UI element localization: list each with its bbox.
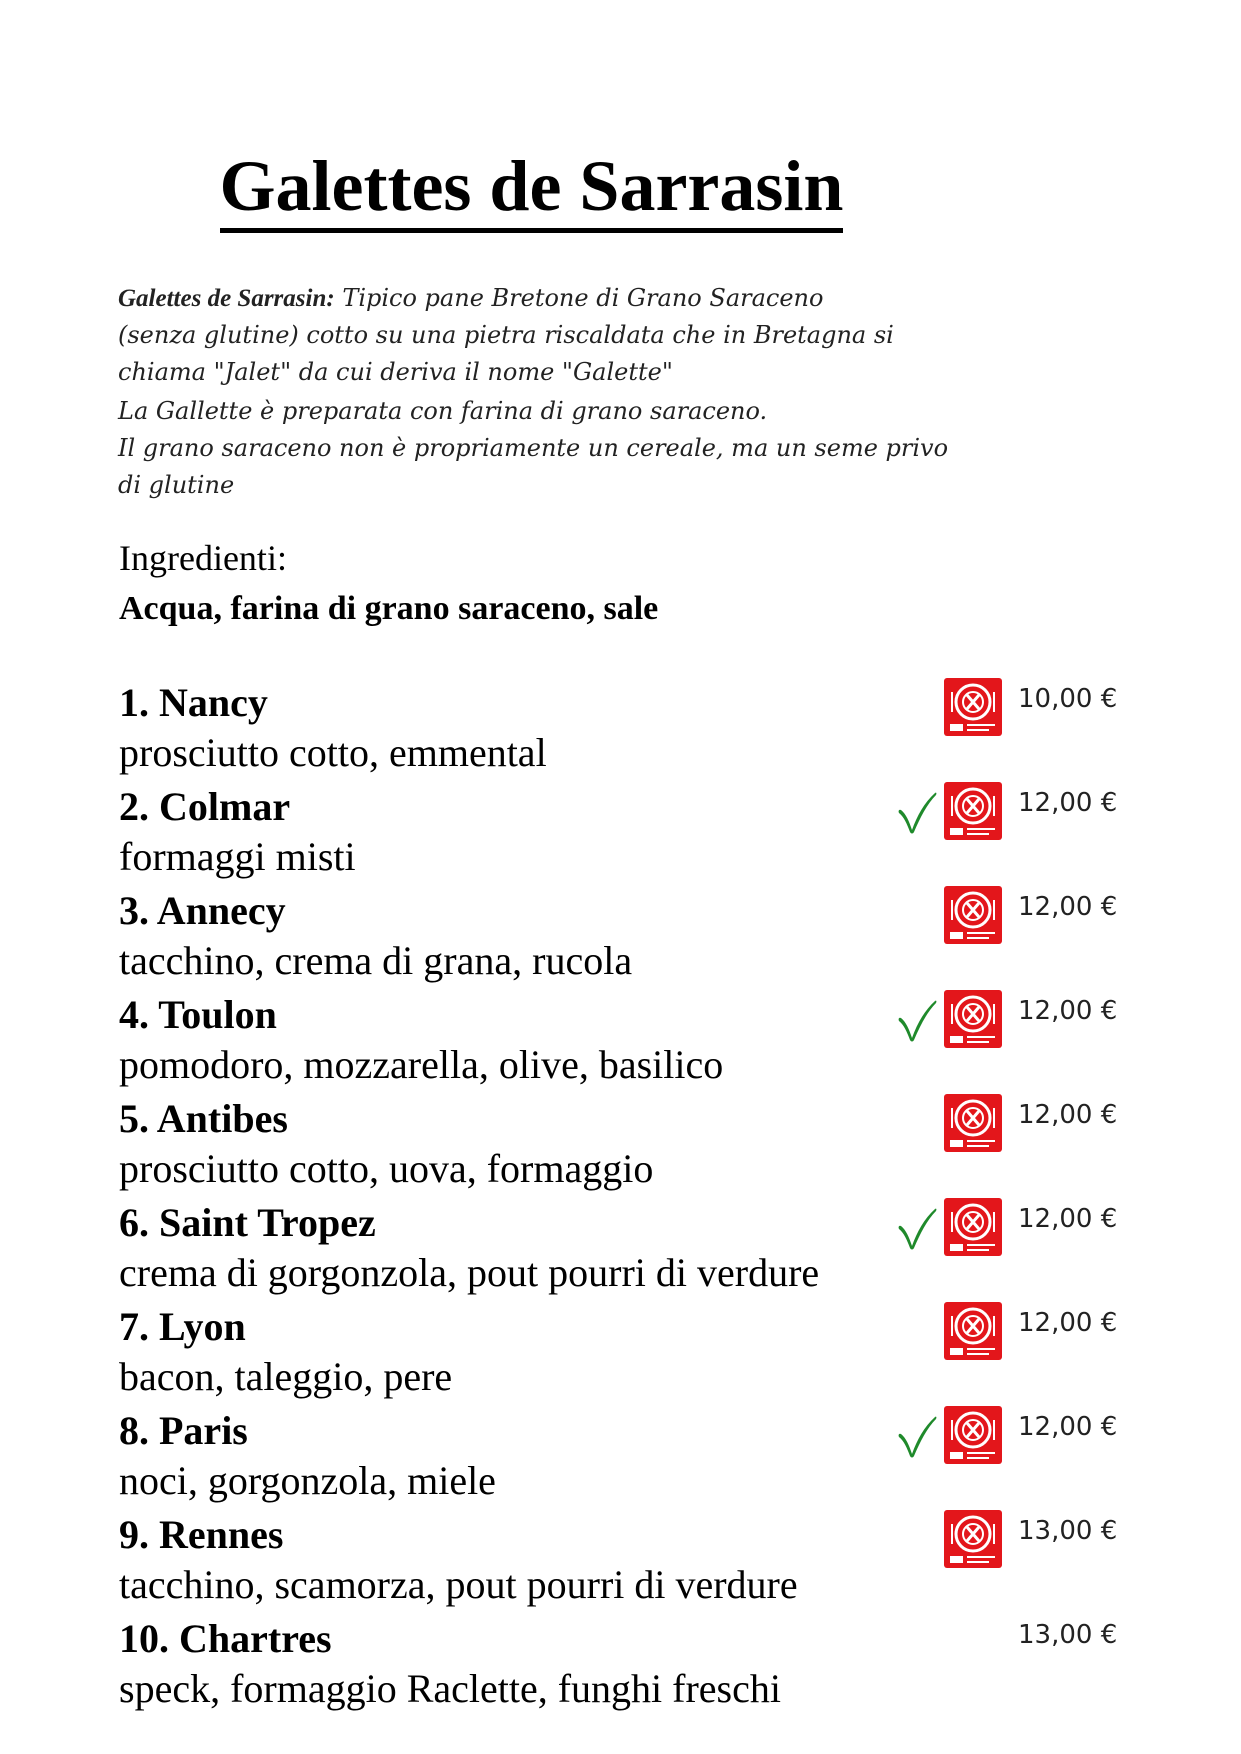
- menu-item: [0, 1510, 1241, 1614]
- menu-item-description: tacchino, crema di grana, rucola: [119, 938, 633, 983]
- aic-gluten-free-icon: [944, 1198, 1002, 1256]
- intro-text: Tipico pane Bretone di Grano Saraceno: [334, 284, 824, 312]
- aic-gluten-free-icon: [944, 678, 1002, 736]
- menu-item-description: prosciutto cotto, uova, formaggio: [119, 1146, 654, 1191]
- aic-gluten-free-icon: [944, 1302, 1002, 1360]
- menu-item-name: 10. Chartres: [119, 1616, 332, 1661]
- intro-line: (senza glutine) cotto su una pietra riscaldata che in Bretagna si: [118, 321, 894, 349]
- aic-gluten-free-icon: [944, 886, 1002, 944]
- menu-item: [0, 990, 1241, 1094]
- menu-item-name: 6. Saint Tropez: [119, 1200, 376, 1245]
- menu-item-name: 9. Rennes: [119, 1512, 284, 1557]
- menu-item-price: 12,00 €: [1018, 788, 1118, 818]
- vegetarian-check-icon: [898, 1414, 938, 1458]
- menu-item-price: 12,00 €: [1018, 996, 1118, 1026]
- menu-item-name: 8. Paris: [119, 1408, 248, 1453]
- menu-item-description: bacon, taleggio, pere: [119, 1354, 453, 1399]
- menu-item-name: 1. Nancy: [119, 680, 268, 725]
- vegetarian-check-icon: [898, 1206, 938, 1250]
- ingredients-text: Acqua, farina di grano saraceno, sale: [119, 590, 659, 627]
- menu-item-price: 12,00 €: [1018, 1308, 1118, 1338]
- menu-item-name: 5. Antibes: [119, 1096, 288, 1141]
- menu-item: [0, 782, 1241, 886]
- menu-item: [0, 886, 1241, 990]
- intro-line: chiama "Jalet" da cui deriva il nome "Galette": [118, 358, 673, 386]
- menu-item-price: 12,00 €: [1018, 892, 1118, 922]
- menu-item-description: crema di gorgonzola, pout pourri di verdure: [119, 1250, 820, 1295]
- menu-item: [0, 1302, 1241, 1406]
- menu-item-name: 7. Lyon: [119, 1304, 246, 1349]
- menu-item-price: 12,00 €: [1018, 1412, 1118, 1442]
- intro-line: La Gallette è preparata con farina di grano saraceno.: [118, 397, 768, 425]
- menu-item-description: pomodoro, mozzarella, olive, basilico: [119, 1042, 724, 1087]
- aic-gluten-free-icon: [944, 990, 1002, 1048]
- menu-item-description: noci, gorgonzola, miele: [119, 1458, 496, 1503]
- menu-item-price: 13,00 €: [1018, 1516, 1118, 1546]
- vegetarian-check-icon: [898, 998, 938, 1042]
- aic-gluten-free-icon: [944, 1094, 1002, 1152]
- menu-item: [0, 1094, 1241, 1198]
- menu-item-price: 12,00 €: [1018, 1100, 1118, 1130]
- intro-line: [118, 280, 978, 317]
- menu-item: [0, 1198, 1241, 1302]
- page-title-text: Galettes de Sarrasin: [220, 150, 844, 233]
- intro-line: Il grano saraceno non è propriamente un cereale, ma un seme privo: [118, 434, 949, 462]
- menu-item-price: 10,00 €: [1018, 684, 1118, 714]
- menu-list: [0, 678, 1241, 1718]
- menu-item-name: 3. Annecy: [119, 888, 286, 933]
- vegetarian-check-icon: [898, 790, 938, 834]
- menu-item: [0, 1614, 1241, 1718]
- menu-item-description: formaggi misti: [119, 834, 356, 879]
- page-title: [0, 146, 1063, 233]
- menu-item-description: tacchino, scamorza, pout pourri di verdure: [119, 1562, 798, 1607]
- aic-gluten-free-icon: [944, 1510, 1002, 1568]
- menu-item-name: 4. Toulon: [119, 992, 277, 1037]
- aic-gluten-free-icon: [944, 1406, 1002, 1464]
- menu-item: [0, 678, 1241, 782]
- menu-item: [0, 1406, 1241, 1510]
- menu-item-name: 2. Colmar: [119, 784, 291, 829]
- menu-item-price: 13,00 €: [1018, 1620, 1118, 1650]
- intro-paragraph: [118, 280, 978, 504]
- ingredients-label: Ingredienti:: [119, 538, 287, 578]
- intro-line: di glutine: [118, 471, 235, 499]
- menu-item-description: prosciutto cotto, emmental: [119, 730, 547, 775]
- menu-item-price: 12,00 €: [1018, 1204, 1118, 1234]
- menu-item-description: speck, formaggio Raclette, funghi freschi: [119, 1666, 781, 1711]
- aic-gluten-free-icon: [944, 782, 1002, 840]
- intro-label: Galettes de Sarrasin:: [118, 285, 335, 312]
